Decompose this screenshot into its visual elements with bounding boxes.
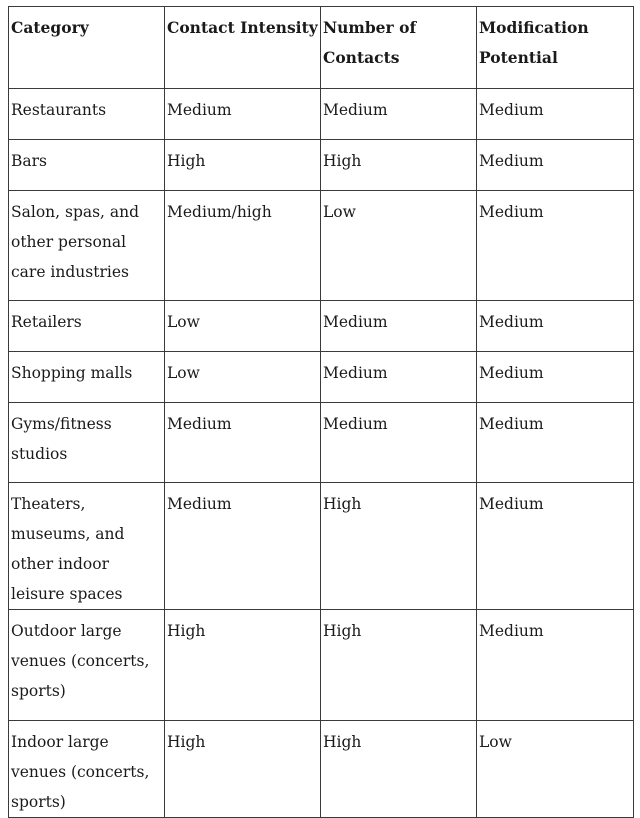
cell-modification-potential: Medium xyxy=(477,301,634,352)
cell-number-of-contacts: High xyxy=(321,721,477,818)
cell-modification-potential: Medium xyxy=(477,403,634,483)
cell-number-of-contacts: Low xyxy=(321,191,477,301)
cell-category: Salon, spas, and other personal care industries xyxy=(9,191,165,301)
cell-number-of-contacts: High xyxy=(321,483,477,610)
table-row xyxy=(9,191,634,301)
cell-contact-intensity: Low xyxy=(165,352,321,403)
cell-number-of-contacts: Medium xyxy=(321,301,477,352)
cell-contact-intensity: Medium xyxy=(165,89,321,140)
table-row xyxy=(9,301,634,352)
cell-modification-potential: Medium xyxy=(477,483,634,610)
table-header-row xyxy=(9,7,634,89)
cell-number-of-contacts: High xyxy=(321,610,477,721)
risk-category-table xyxy=(8,6,634,818)
cell-contact-intensity: Medium xyxy=(165,483,321,610)
cell-contact-intensity: High xyxy=(165,721,321,818)
cell-modification-potential: Medium xyxy=(477,610,634,721)
cell-category: Bars xyxy=(9,140,165,191)
cell-category: Outdoor large venues (concerts, sports) xyxy=(9,610,165,721)
cell-modification-potential: Medium xyxy=(477,191,634,301)
cell-modification-potential: Medium xyxy=(477,89,634,140)
cell-contact-intensity: High xyxy=(165,140,321,191)
table-row xyxy=(9,483,634,610)
table-row xyxy=(9,721,634,818)
cell-modification-potential: Medium xyxy=(477,140,634,191)
header-modification-potential: Modification Potential xyxy=(477,7,634,89)
table-row xyxy=(9,89,634,140)
cell-category: Gyms/fitness studios xyxy=(9,403,165,483)
cell-contact-intensity: Low xyxy=(165,301,321,352)
cell-number-of-contacts: Medium xyxy=(321,89,477,140)
cell-modification-potential: Medium xyxy=(477,352,634,403)
cell-category: Theaters, museums, and other indoor leisure spaces xyxy=(9,483,165,610)
cell-contact-intensity: Medium/high xyxy=(165,191,321,301)
header-category: Category xyxy=(9,7,165,89)
cell-modification-potential: Low xyxy=(477,721,634,818)
cell-category: Shopping malls xyxy=(9,352,165,403)
table-row xyxy=(9,352,634,403)
cell-number-of-contacts: Medium xyxy=(321,403,477,483)
cell-category: Restaurants xyxy=(9,89,165,140)
cell-contact-intensity: High xyxy=(165,610,321,721)
cell-number-of-contacts: High xyxy=(321,140,477,191)
table-row xyxy=(9,403,634,483)
cell-number-of-contacts: Medium xyxy=(321,352,477,403)
table-row xyxy=(9,140,634,191)
cell-category: Indoor large venues (concerts, sports) xyxy=(9,721,165,818)
header-number-of-contacts: Number of Contacts xyxy=(321,7,477,89)
cell-category: Retailers xyxy=(9,301,165,352)
table-row xyxy=(9,610,634,721)
cell-contact-intensity: Medium xyxy=(165,403,321,483)
header-contact-intensity: Contact Intensity xyxy=(165,7,321,89)
